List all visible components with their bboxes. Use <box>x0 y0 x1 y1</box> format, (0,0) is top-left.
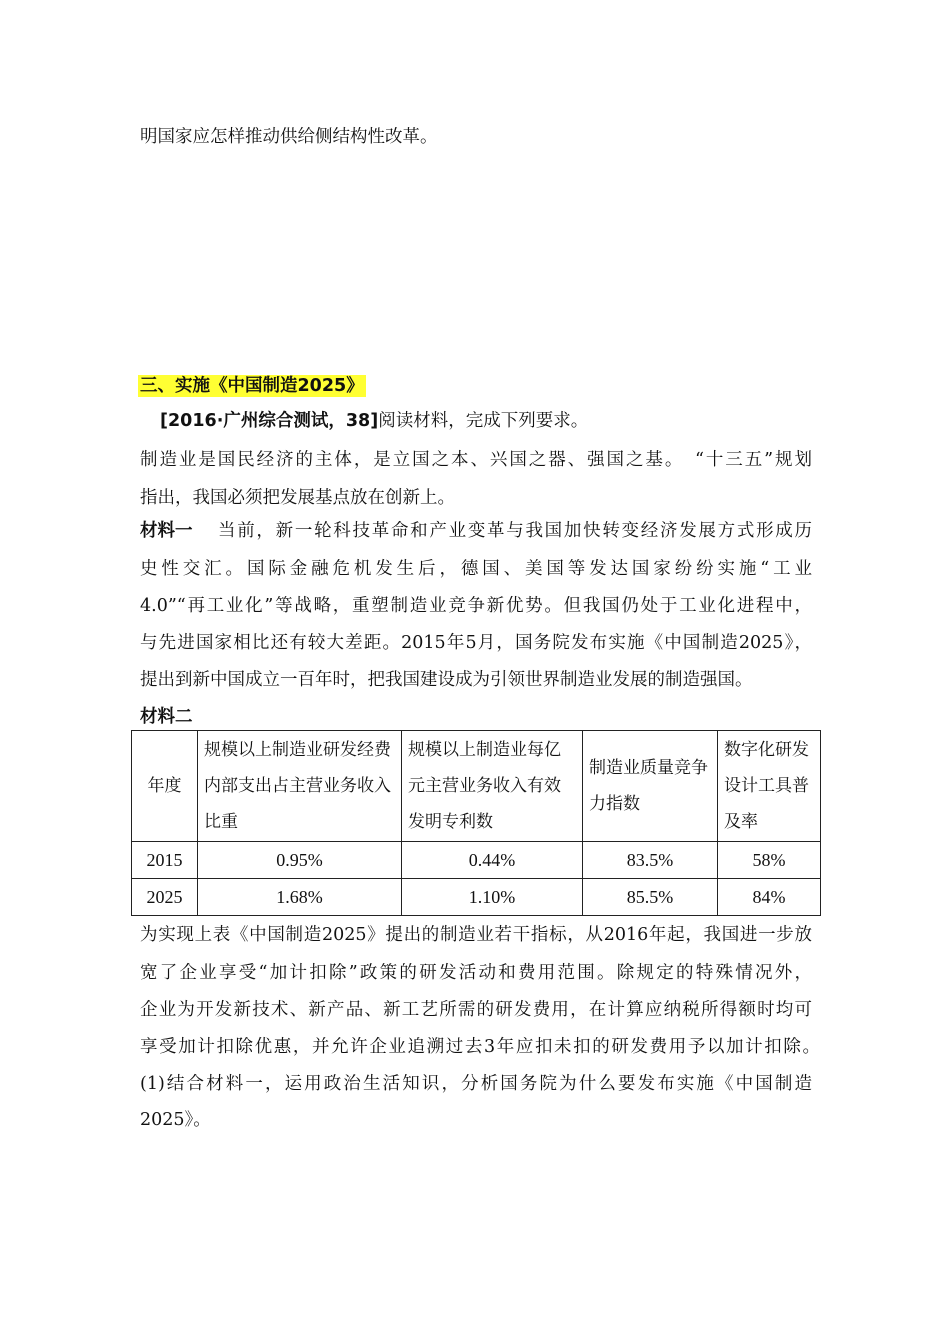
material-1-line-a: 当前，新一轮科技革命和产业变革与我国加快转变经济发展方式形成历 <box>218 521 812 541</box>
text-line-1: 明国家应怎样推动供给侧结构性改革。 <box>140 127 438 147</box>
cell-patents: 1.10% <box>402 879 583 916</box>
header-digital-tools: 数字化研发设计工具普及率 <box>718 731 821 842</box>
material-1-label: 材料一 <box>140 521 193 541</box>
question-intro <box>160 407 588 432</box>
cell-rd-ratio: 1.68% <box>198 879 402 916</box>
paragraph-1-line-b: 指出，我国必须把发展基点放在创新上。 <box>140 488 455 508</box>
table-row <box>132 879 821 916</box>
source-tag: [2016·广州综合测试，38] <box>160 411 379 431</box>
table-row <box>132 842 821 879</box>
header-patents: 规模以上制造业每亿元主营业务收入有效发明专利数 <box>402 731 583 842</box>
header-rd-ratio: 规模以上制造业研发经费内部支出占主营业务收入比重 <box>198 731 402 842</box>
cell-rd-ratio: 0.95% <box>198 842 402 879</box>
material-1-line-d: 与先进国家相比还有较大差距。2015年5月，国务院发布实施《中国制造2025》， <box>140 633 812 653</box>
cell-digital-tools: 58% <box>718 842 821 879</box>
cell-patents: 0.44% <box>402 842 583 879</box>
material-1-line-e: 提出到新中国成立一百年时，把我国建设成为引领世界制造业发展的制造强国。 <box>140 670 753 690</box>
material-2-label: 材料二 <box>140 707 193 727</box>
question-1-line-b: 2025》。 <box>140 1110 211 1130</box>
cell-year: 2015 <box>132 842 198 879</box>
cell-quality-index: 85.5% <box>583 879 718 916</box>
section-title <box>138 372 366 397</box>
intro-text: 阅读材料，完成下列要求。 <box>378 411 589 431</box>
paragraph-1-line-a: 制造业是国民经济的主体，是立国之本、兴国之器、强国之基。 “十三五”规划 <box>140 450 812 470</box>
after-table-line-4: 享受加计扣除优惠，并允许企业追溯过去3年应扣未扣的研发费用予以加计扣除。 <box>140 1037 820 1057</box>
section-title-highlight: 三、实施《中国制造2025》 <box>140 376 364 396</box>
after-table-line-2: 宽了企业享受“加计扣除”政策的研发活动和费用范围。除规定的特殊情况外， <box>140 963 812 983</box>
material-1-line-b: 史性交汇。国际金融危机发生后，德国、美国等发达国家纷纷实施“工业 <box>140 559 812 579</box>
question-1-line-a: (1)结合材料一，运用政治生活知识，分析国务院为什么要发布实施《中国制造 <box>140 1074 812 1094</box>
after-table-line-3: 企业为开发新技术、新产品、新工艺所需的研发费用，在计算应纳税所得额时均可 <box>140 1000 812 1020</box>
after-table-line-1: 为实现上表《中国制造2025》提出的制造业若干指标，从2016年起，我国进一步放 <box>140 925 812 945</box>
cell-digital-tools: 84% <box>718 879 821 916</box>
indicator-table <box>131 730 821 916</box>
material-1-line-c: 4.0”“再工业化”等战略，重塑制造业竞争新优势。但我国仍处于工业化进程中， <box>140 596 812 616</box>
header-quality-index: 制造业质量竞争力指数 <box>583 731 718 842</box>
cell-year: 2025 <box>132 879 198 916</box>
header-year: 年度 <box>132 731 198 842</box>
table-header-row <box>132 731 821 842</box>
cell-quality-index: 83.5% <box>583 842 718 879</box>
